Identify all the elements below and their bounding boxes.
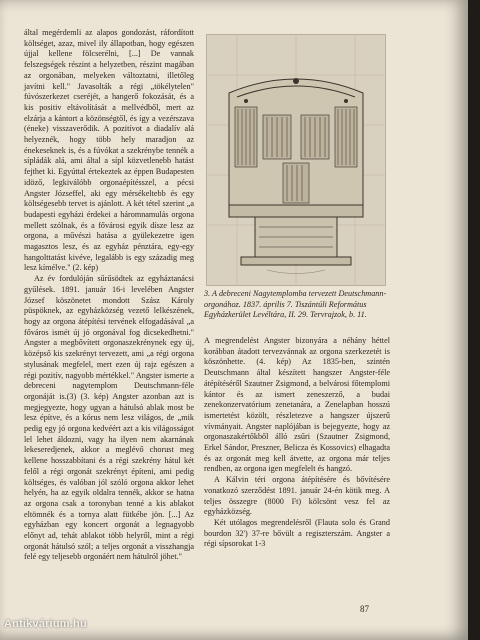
watermark-logo: Antikvárium.hu xyxy=(4,618,87,630)
right-text-column xyxy=(204,336,390,550)
left-text-column xyxy=(24,28,194,563)
page-number: 87 xyxy=(360,604,369,614)
body-paragraph: A Kálvin téri orgona átépítésére és bővítésére vonatkozó szerződést 1891. január 24-én kötik meg. A teljes összegre (8000 Ft) kölcsönt vesz fel az egyházközség. xyxy=(204,475,390,517)
body-paragraph: Az év fordulóján sűrűsödtek az egyháztanácsi gyűlések. 1891. január 16-i levelében Angster József köszönetet mondott Szász Károly püspöknek, az egyházközség vezető lelkészének, hogy az orgona átépítési tervének elfogadásával „a főváros ismét új jó orgonával fog dicsekedhetni." Angster a megbővített orgonaszekrénynek egy új, középső kis szekrényt tervezett, ami „a régi orgona stylusának megfelel, mert ezen új rajz egészen a régi pozitív, nagyobb mértékkel." Angster ismerte a debreceni nagytemplom Deutschmann-féle orgonáját is.(3) (3. kép) Angster azonban azt is megjegyezte, hogy ugyan a hátulsó ablak most be lesz építve, és a kórus nem lesz világos, de „mik pedig egy jó orgona kedvéért azt a kis világosságot lel lehet áldozni, vagy ha ilyen nem akarnának lekeseredjenek, akkor a meglévő chorust meg kellene hosszabbítani és a régi szekrény hátul két felől a régi orgonát szekrényt építeni, ami pedig költséges, és valóban jól szóló orgona akkor lehet helyén, ha az egyik oldalra tennék, akkor se hatna az orgona csak a toronyban tenné a kis ablakot eltömnék és a tornya alatt fütkébe jön. [...] Az egyházban egy koncert orgonát a legnagyobb előnyt ad, tehát ablakot több helyről, mint a régi orgonát hátulsó szól; a teljes orgonát a visszhangja felé egy teljesebb orgonáért nem hátulról jöhet." xyxy=(24,274,194,562)
organ-illustration xyxy=(206,34,386,286)
body-paragraph: Két utólagos megrendelésről (Flauta solo és Grand bourdon 32') 37-re bővült a regiszterszám. Angster a régi sípsorokat 1-3 xyxy=(204,517,390,549)
organ-drawing xyxy=(207,35,385,285)
body-paragraph: A megrendelést Angster bizonyára a néhány héttel korábban átadott tervezvánnak az orgona szerkezetét is köszönhette. (4. kép) Az 1835-ben, szintén Deutschmann által készített hangszer Angster-féle átépítéséről Szautner Zsigmond, a belvárosi főtemplomi kántor és az ismert zeneszerző, a budai zenekonzervatórium zenetanára, a Zenelapban hosszú ismertetést közölt, részletezve a hangszer újszerű vívmányait. Angster naplójában is bejegyezte, hogy az orgonaszakértőkből álló zsűri (Szautner Zsigmond, Erkel Sándor, Preszner, Belicza és Kossovics) elhagadta és az orgonát meg kell átvette, az orgona már teljes rendben, az orgona igen megfelelt és hangzó. xyxy=(204,336,390,474)
figure-caption: 3. A debreceni Nagytemplomba tervezett Deutschmann-orgonához. 1837. április 7. Tiszántúli Református Egyházkerület Levéltára, II. 29. Tervrajzok, b. 11. xyxy=(204,289,387,320)
body-paragraph: által megérdemli az alapos gondozást, ráfordított költséget, azaz, mivel ily állapotban, hogy egészen újjal kellene fölcserélni, [...] De vannak felszegségek részint a helyzetben, részint magában az orgonában, melyeken változtatni, illetőleg javítni kell." Javasolták a régi „tökélytelen" fúvószerkezet cseréjét, a hangerő fokozását, és a kis positiv eltávolítását a mellvédből, mert az elzárja a kántort a közönségtől, és így a vezérszava (éneke) visszaverődik. A pozitívot a diadalív alá helyeznék, hogy több hely maradjon az énekeseknek is, és a fúvókat a szekrénybe tennék a sípládák alá, ami által a sípl közvetlenebb hatást fejthet ki. Egyúttal értekeztek az éppen Budapesten idöző, legkiválóbb orgonaépítésszel, a pécsi Angster Józseffel, aki egy mérsékeltebb és egy költségesebb tervet is ajánlott. A két tétel szerint „a budapesti egyházi érdekei a háromnamulás orgona mellett szólnak, és a fővárosi egyik dísze lesz az orgona, a művészi hatása a gyülekezetre igen magasztos lesz, és az egyház pénztára, egy-egy hangolttatást kivéve, legalább is egy századig meg lesz kímélve." (2. kép) xyxy=(24,28,194,273)
